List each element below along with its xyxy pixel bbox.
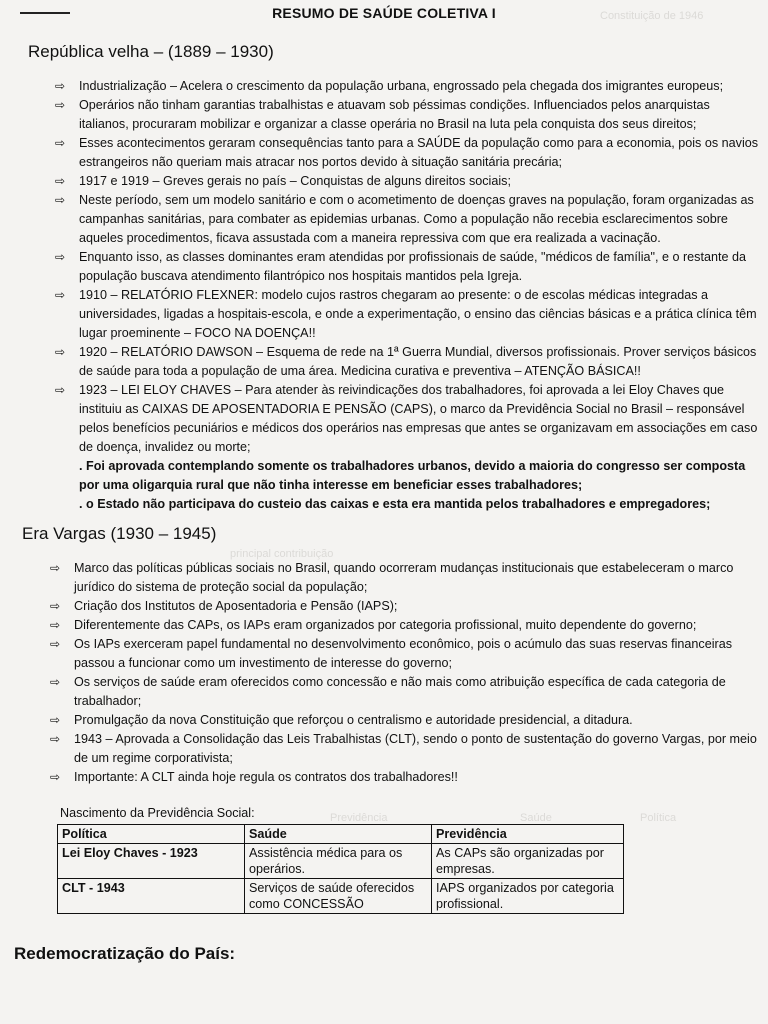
list-item (55, 381, 760, 457)
table-cell: As CAPs são organizadas por empresas. (432, 844, 624, 879)
sub-item (55, 495, 760, 514)
arrow-right-outline-icon: ⇨ (55, 193, 66, 207)
table-cell: Assistência médica para os operários. (245, 844, 432, 879)
list-item (55, 191, 760, 248)
item-text: 1910 – RELATÓRIO FLEXNER: modelo cujos rastros chegaram ao presente: o de escolas médicas integradas a universidades, ligadas a hospitais-escola, e onde a experimentação, o ensino das ciências básicas e a prática clínica têm lugar proeminente – FOCO NA DOENÇA!! (79, 288, 757, 340)
list-item (55, 343, 760, 381)
list-item (50, 673, 762, 711)
section-heading-era-vargas: Era Vargas (1930 – 1945) (22, 524, 217, 543)
list-item (55, 248, 760, 286)
bleed-through-text: Política (640, 812, 677, 824)
table-caption: Nascimento da Previdência Social: (60, 806, 255, 820)
item-text: 1920 – RELATÓRIO DAWSON – Esquema de rede na 1ª Guerra Mundial, diversos profissionais. Prover serviços básicos de saúde para toda a população de uma área. Medicina curativa e preventiva – ATENÇÃO BÁSICA!! (79, 345, 757, 378)
bleed-through-text: Saúde (520, 812, 552, 824)
arrow-right-outline-icon: ⇨ (50, 675, 61, 689)
arrow-right-outline-icon: ⇨ (55, 383, 66, 397)
arrow-right-outline-icon: ⇨ (55, 79, 66, 93)
list-item (50, 635, 762, 673)
item-text: Promulgação da nova Constituição que reforçou o centralismo e autoridade presidencial, a ditadura. (74, 713, 633, 727)
table-cell: CLT - 1943 (58, 879, 245, 914)
arrow-right-outline-icon: ⇨ (50, 770, 61, 784)
table-header-row (58, 825, 624, 844)
item-text: Os serviços de saúde eram oferecidos como concessão e não mais como atribuição específica de cada categoria de trabalhador; (74, 675, 726, 708)
item-text: 1917 e 1919 – Greves gerais no país – Conquistas de alguns direitos sociais; (79, 174, 511, 188)
item-text: Criação dos Institutos de Aposentadoria e Pensão (IAPS); (74, 599, 398, 613)
column-header-saude: Saúde (245, 825, 432, 844)
arrow-right-outline-icon: ⇨ (55, 250, 66, 264)
table-row (58, 879, 624, 914)
republica-velha-list (55, 77, 760, 514)
list-item (55, 96, 760, 134)
table-cell: Serviços de saúde oferecidos como CONCESSÃO (245, 879, 432, 914)
list-item (55, 172, 760, 191)
era-vargas-list (50, 559, 762, 787)
item-text: Neste período, sem um modelo sanitário e com o acometimento de doenças graves na população, foram organizadas as campanhas sanitárias, para combater as epidemias urbanas. Como a população não recebia esclarecimentos sobre aqueles procedimentos, ficava assustada com a maneira repressiva com que era realizada a vacinação. (79, 193, 754, 245)
arrow-right-outline-icon: ⇨ (50, 732, 61, 746)
column-header-previdencia: Previdência (432, 825, 624, 844)
arrow-right-outline-icon: ⇨ (50, 713, 61, 727)
arrow-right-outline-icon: ⇨ (50, 637, 61, 651)
list-item-important (50, 768, 762, 787)
arrow-right-outline-icon: ⇨ (50, 599, 61, 613)
bleed-through-text: principal contribuição (230, 548, 334, 560)
arrow-right-outline-icon: ⇨ (50, 618, 61, 632)
arrow-right-outline-icon: ⇨ (55, 288, 66, 302)
item-text: Industrialização – Acelera o crescimento da população urbana, engrossado pela chegada dos imigrantes europeus; (79, 79, 724, 93)
list-item (50, 711, 762, 730)
list-item (50, 730, 762, 768)
table-row (58, 844, 624, 879)
list-item (50, 597, 762, 616)
page-title: RESUMO DE SAÚDE COLETIVA I (272, 5, 496, 21)
item-text: Esses acontecimentos geraram consequências tanto para a SAÚDE da população como para a economia, pois os navios estrangeiros não queriam mais atracar nos portos devido à situação sanitária precária; (79, 136, 759, 169)
item-text: Diferentemente das CAPs, os IAPs eram organizados por categoria profissional, muito dependente do governo; (74, 618, 697, 632)
section-heading-redemocratizacao: Redemocratização do País: (14, 944, 236, 963)
sub-item (55, 457, 760, 495)
previdencia-table (57, 824, 624, 914)
arrow-right-outline-icon: ⇨ (50, 561, 61, 575)
arrow-right-outline-icon: ⇨ (55, 98, 66, 112)
list-item (55, 286, 760, 343)
item-text: 1923 – LEI ELOY CHAVES – Para atender às reivindicações dos trabalhadores, foi aprovada a lei Eloy Chaves que instituiu as CAIXAS DE APOSENTADORIA E PENSÃO (CAPS), o marco da Previdência Social no Brasil – responsável pelos benefícios pecuniários e médicos dos operários nas empresas que antes se organizavam em associações em caso de doença, invalidez ou morte; (79, 383, 758, 454)
section-heading-republica-velha: República velha – (1889 – 1930) (28, 42, 274, 61)
item-text: Importante: A CLT ainda hoje regula os contratos dos trabalhadores!! (74, 770, 458, 784)
item-text: Marco das políticas públicas sociais no Brasil, quando ocorreram mudanças institucionais que estabeleceram o marco jurídico do sistema de proteção social da população; (74, 561, 734, 594)
bleed-through-text: Previdência (330, 812, 388, 824)
list-item (55, 77, 760, 96)
bleed-through-text: Constituição de 1946 (600, 10, 704, 22)
list-item (50, 616, 762, 635)
table-cell: IAPS organizados por categoria profissional. (432, 879, 624, 914)
arrow-right-outline-icon: ⇨ (55, 136, 66, 150)
arrow-right-outline-icon: ⇨ (55, 345, 66, 359)
arrow-right-outline-icon: ⇨ (55, 174, 66, 188)
item-text: 1943 – Aprovada a Consolidação das Leis Trabalhistas (CLT), sendo o ponto de sustentação do governo Vargas, por meio de um regime corporativista; (74, 732, 757, 765)
sub-item-text: . o Estado não participava do custeio das caixas e esta era mantida pelos trabalhadores e empregadores; (79, 497, 711, 511)
sub-item-text: . Foi aprovada contemplando somente os trabalhadores urbanos, devido a maioria do congresso ser composta por uma oligarquia rural que não tinha interesse em beneficiar esses trabalhadores; (79, 459, 746, 492)
item-text: Os IAPs exerceram papel fundamental no desenvolvimento econômico, pois o acúmulo das suas reservas financeiras passou a funcionar como um investimento de interesse do governo; (74, 637, 733, 670)
list-item (50, 559, 762, 597)
column-header-politica: Política (58, 825, 245, 844)
item-text: Enquanto isso, as classes dominantes eram atendidas por profissionais de saúde, "médicos de família", e o restante da população buscava atendimento filantrópico nos hospitais mantidos pela Igreja. (79, 250, 746, 283)
item-text: Operários não tinham garantias trabalhistas e atuavam sob péssimas condições. Influenciados pelos anarquistas italianos, procuraram mobilizar e organizar a classe operária no Brasil na luta pela conquista dos seus direitos; (79, 98, 710, 131)
table-cell: Lei Eloy Chaves - 1923 (58, 844, 245, 879)
list-item (55, 134, 760, 172)
